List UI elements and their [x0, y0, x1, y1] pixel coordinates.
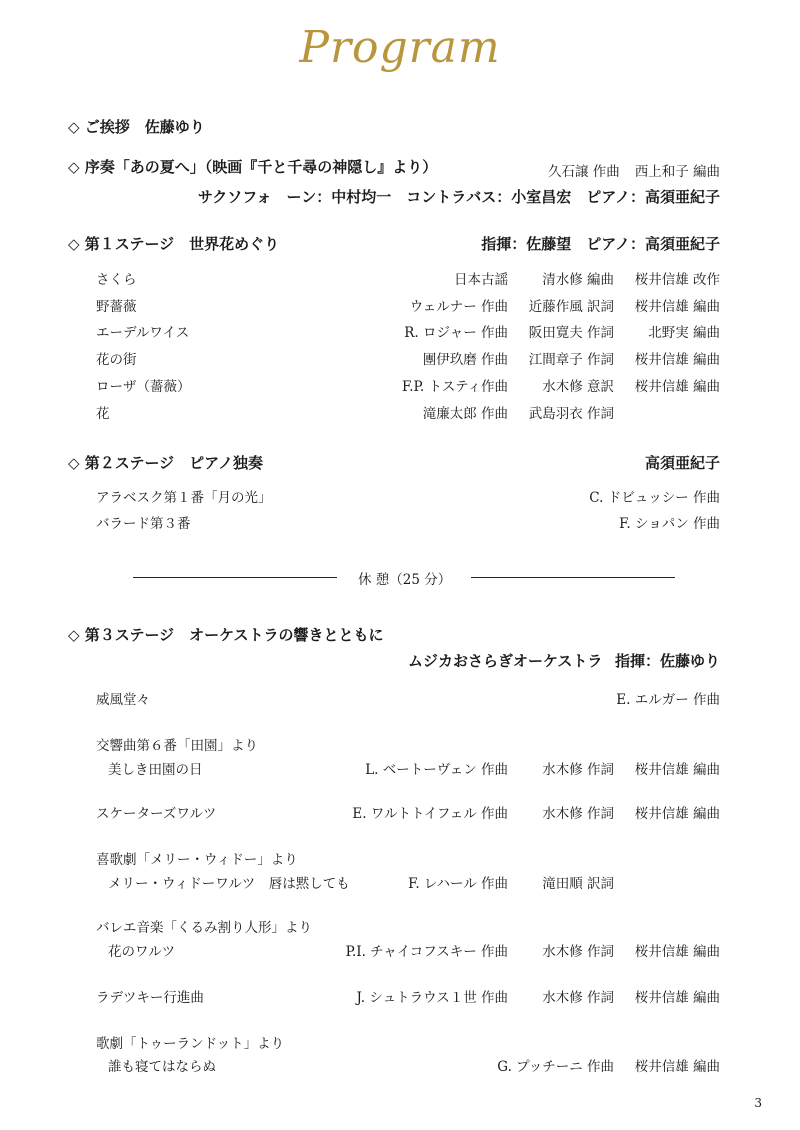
list-item-lyricist: 水木修 作詞 — [542, 990, 614, 1006]
list-item-arranger: 桜井信雄 編曲 — [634, 352, 720, 368]
list-item-title: バラード第３番 — [96, 516, 191, 532]
page-title: Program — [299, 22, 501, 73]
list-item-title: スケーターズワルツ — [96, 806, 217, 822]
list-item-composer: C. ドビュッシー 作曲 — [589, 490, 720, 506]
work-header: 喜歌劇「メリー・ウィドー」より — [96, 852, 298, 868]
work-header: バレエ音楽「くるみ割り人形」より — [96, 920, 312, 936]
list-item-arranger: 清水修 編曲 — [542, 272, 614, 288]
list-item-arranger: 北野実 編曲 — [648, 325, 720, 341]
stage3-orchestra: ムジカおさらぎオーケストラ — [408, 652, 603, 670]
list-item-composer: E. ワルトトイフェル 作曲 — [352, 806, 508, 822]
list-item-title: ラデツキー行進曲 — [96, 990, 204, 1006]
list-item-composer: F. レハール 作曲 — [408, 876, 508, 892]
list-item-lyricist: 水木修 作詞 — [542, 806, 614, 822]
list-item-title: 花のワルツ — [108, 944, 176, 960]
list-item-lyricist: 水木修 作詞 — [542, 944, 614, 960]
list-item-title: 誰も寝てはならぬ — [108, 1059, 216, 1075]
stage2-performer: 高須亜紀子 — [644, 454, 720, 472]
list-item-translator: 滝田順 訳詞 — [542, 876, 614, 892]
list-item-translator: 近藤作風 訳詞 — [528, 299, 614, 315]
list-item-composer: F.P. トスティ作曲 — [401, 379, 508, 395]
list-item-title: エーデルワイス — [96, 325, 190, 341]
overture-heading: ◇ 序奏「あの夏へ」（映画『千と千尋の神隠し』より） — [68, 158, 438, 176]
list-item-arranger: 桜井信雄 編曲 — [634, 762, 720, 778]
stage3-heading: ◇ 第３ステージ オーケストラの響きとともに — [68, 626, 384, 644]
list-item-lyricist: 水木修 作詞 — [542, 762, 614, 778]
list-item-composer: E. エルガー 作曲 — [616, 692, 720, 708]
list-item-composer: R. ロジャー 作曲 — [404, 325, 508, 341]
intermission-rule-right — [471, 577, 675, 578]
stage2-heading: ◇ 第２ステージ ピアノ独奏 — [68, 454, 263, 472]
list-item-title: 花の街 — [96, 352, 137, 368]
stage1-staff: 指揮：佐藤望 ピアノ：高須亜紀子 — [481, 235, 720, 253]
list-item-translator: 水木修 意訳 — [542, 379, 614, 395]
page-number: 3 — [754, 1096, 762, 1110]
list-item-title: アラベスク第１番「月の光」 — [96, 490, 272, 506]
list-item-composer: G. プッチーニ 作曲 — [497, 1059, 614, 1075]
greeting-heading: ◇ ご挨拶 佐藤ゆり — [68, 118, 205, 136]
list-item-composer: F. ショパン 作曲 — [619, 516, 720, 532]
list-item-composer: 滝廉太郎 作曲 — [422, 406, 508, 422]
list-item-arranger: 桜井信雄 編曲 — [634, 944, 720, 960]
list-item-composer: 日本古謡 — [454, 272, 508, 288]
list-item-title: ローザ（薔薇） — [96, 379, 191, 395]
overture-arranger: 西上和子 編曲 — [634, 164, 720, 180]
list-item-title: さくら — [96, 272, 137, 288]
intermission-label: 休 憩（25 分） — [358, 572, 452, 588]
list-item-arranger: 桜井信雄 編曲 — [634, 379, 720, 395]
list-item-arranger: 桜井信雄 編曲 — [634, 299, 720, 315]
list-item-lyricist: 阪田寛夫 作詞 — [528, 325, 614, 341]
list-item-reviser: 桜井信雄 改作 — [634, 272, 720, 288]
stage3-conductor: 指揮：佐藤ゆり — [614, 652, 720, 670]
stage1-heading: ◇ 第１ステージ 世界花めぐり — [68, 235, 280, 253]
list-item-title: 美しき田園の日 — [108, 762, 203, 778]
list-item-lyricist: 江間章子 作詞 — [528, 352, 614, 368]
work-header: 交響曲第６番「田園」より — [96, 738, 258, 754]
list-item-composer: J. シュトラウス１世 作曲 — [356, 990, 508, 1006]
overture-composer: 久石譲 作曲 — [548, 164, 620, 180]
list-item-title: メリー・ウィドーワルツ 唇は黙しても — [108, 876, 350, 892]
list-item-title: 威風堂々 — [96, 692, 150, 708]
list-item-arranger: 桜井信雄 編曲 — [634, 1059, 720, 1075]
list-item-title: 野薔薇 — [96, 299, 137, 315]
list-item-title: 花 — [96, 406, 110, 422]
list-item-composer: 團伊玖磨 作曲 — [422, 352, 508, 368]
overture-performers: サクソフォ ーン：中村均一 コントラバス：小室昌宏 ピアノ：高須亜紀子 — [197, 188, 720, 206]
list-item-arranger: 桜井信雄 編曲 — [634, 806, 720, 822]
list-item-lyricist: 武島羽衣 作詞 — [528, 406, 614, 422]
list-item-composer: P.I. チャイコフスキー 作曲 — [345, 944, 508, 960]
work-header: 歌劇「トゥーランドット」より — [96, 1036, 285, 1052]
list-item-arranger: 桜井信雄 編曲 — [634, 990, 720, 1006]
list-item-composer: ウェルナー 作曲 — [409, 299, 508, 315]
list-item-composer: L. ベートーヴェン 作曲 — [365, 762, 508, 778]
intermission-rule-left — [133, 577, 337, 578]
